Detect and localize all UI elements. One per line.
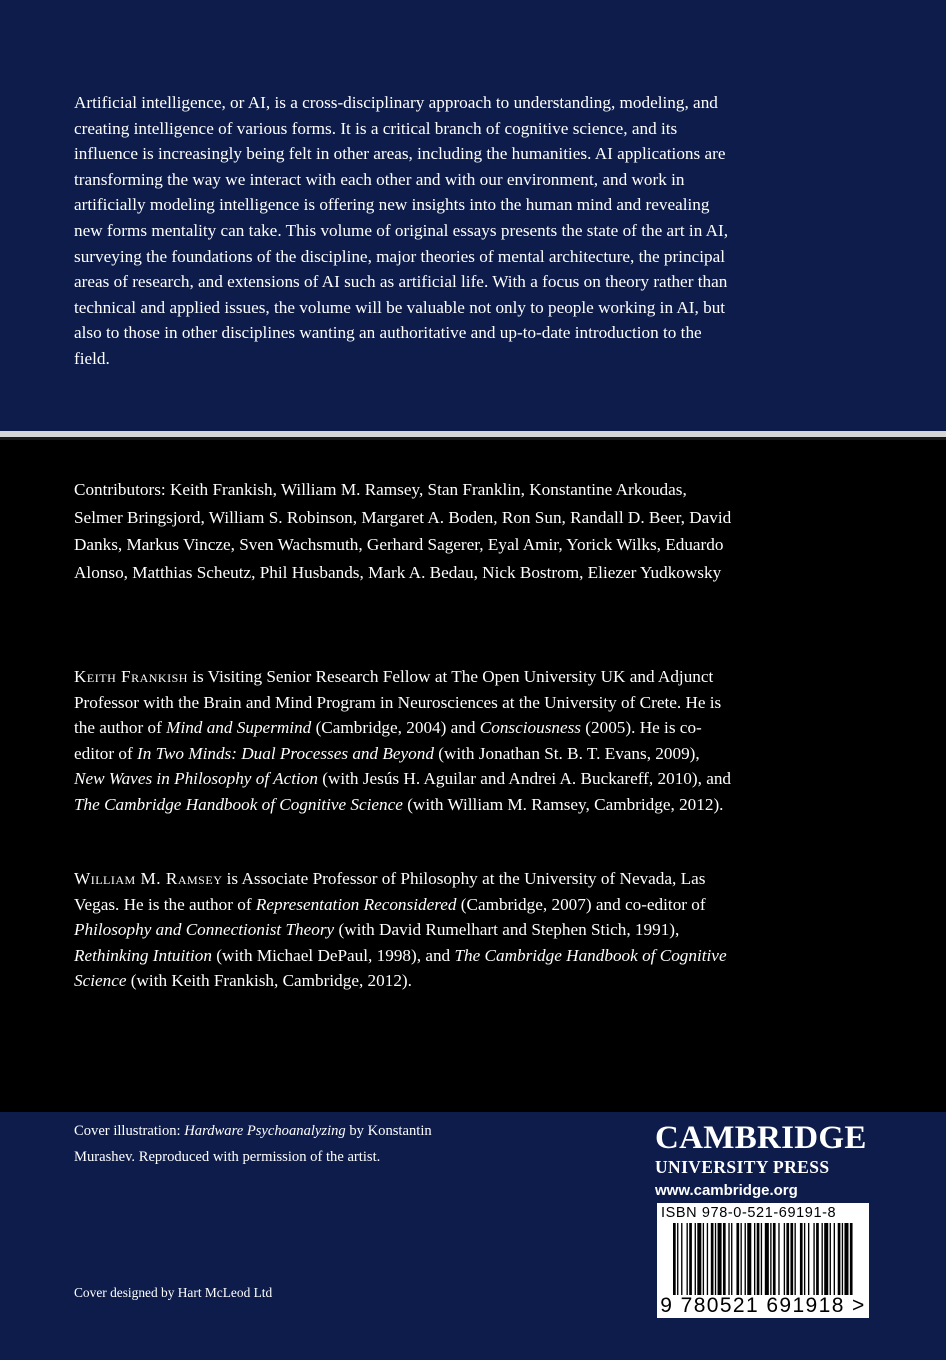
ean-digits: 9 780521 691918 >	[660, 1294, 866, 1317]
isbn-number: ISBN 978-0-521-69191-8	[661, 1205, 837, 1221]
author-name: William M. Ramsey	[74, 869, 223, 888]
book-title: Mind and Supermind	[166, 718, 312, 738]
publisher-url: www.cambridge.org	[655, 1182, 798, 1199]
artwork-title: Hardware Psychoanalyzing	[184, 1123, 346, 1139]
book-title: Rethinking Intuition	[74, 945, 212, 965]
publisher-logo	[655, 1121, 869, 1202]
book-title: Representation Reconsidered	[255, 894, 457, 914]
book-description: Artificial intelligence, or AI, is a cross-disciplinary approach to understanding, modeling, and creating intelligence of various forms. It is a critical branch of cognitive science, and its influence is increasingly being felt in other areas, including the humanities. AI applications are transforming the way we interact with each other and with our environment, and work in artificially modeling intelligence is offering new insights into the human mind and revealing new forms mentality can take. This volume of original essays presents the state of the art in AI, surveying the foundations of the discipline, major theories of mental architecture, the principal areas of research, and extensions of AI such as artificial life. With a focus on theory rather than technical and applied issues, the volume will be valuable not only to people working in AI, but also to those in other disciplines wanting an authoritative and up-to-date introduction to the field.	[74, 93, 729, 368]
book-title: The Cambridge Handbook of Cognitive Science	[74, 945, 727, 991]
author-bio-frankish: Keith Frankish is Visiting Senior Research Fellow at The Open University UK and Adjunct Professor with the Brain and Mind Program in Neurosciences at the University of Crete. He is the author of Mind and Supermind (Cambridge, 2004) and Consciousness (2005). He is co-editor of In Two Minds: Dual Processes and Beyond (with Jonathan St. B. T. Evans, 2009), New Waves in Philosophy of Action (with Jesús H. Aguilar and Andrei A. Buckareff, 2010), and The Cambridge Handbook of Cognitive Science (with William M. Ramsey, Cambridge, 2012).	[74, 667, 732, 814]
book-title: New Waves in Philosophy of Action	[74, 769, 318, 789]
author-bio-ramsey: William M. Ramsey is Associate Professor of Philosophy at the University of Nevada, Las Vegas. He is the author of Representation Reconsidered (Cambridge, 2007) and co-editor of Philosophy and Connectionist Theory (with David Rumelhart and Stephen Stich, 1991), Rethinking Intuition (with Michael DePaul, 1998), and The Cambridge Handbook of Cognitive Science (with Keith Frankish, Cambridge, 2012).	[74, 869, 727, 991]
book-title: Philosophy and Connectionist Theory	[74, 920, 335, 940]
publisher-subname: UNIVERSITY PRESS	[655, 1157, 830, 1177]
book-title: In Two Minds: Dual Processes and Beyond	[137, 743, 434, 763]
publisher-name: CAMBRIDGE	[655, 1120, 867, 1156]
contributors-list: Contributors: Keith Frankish, William M. Ramsey, Stan Franklin, Konstantine Arkoudas, Selmer Bringsjord, William S. Robinson, Margaret A. Boden, Ron Sun, Randall D. Beer, David Danks, Markus Vincze, Sven Wachsmuth, Gerhard Sagerer, Eyal Amir, Yorick Wilks, Eduardo Alonso, Matthias Scheutz, Phil Husbands, Mark A. Bedau, Nick Bostrom, Eliezer Yudkowsky	[74, 480, 732, 582]
author-name: Keith Frankish	[74, 667, 188, 686]
cover-designer-credit: Cover designed by Hart McLeod Ltd	[74, 1285, 273, 1300]
book-title: The Cambridge Handbook of Cognitive Science	[74, 794, 403, 814]
book-title: Consciousness	[479, 718, 581, 738]
barcode-bars	[657, 1223, 869, 1297]
isbn-barcode	[657, 1203, 869, 1318]
cover-illustration-credit: Cover illustration: Hardware Psychoanalyzing by Konstantin Murashev. Reproduced with permission of the artist.	[74, 1123, 432, 1165]
